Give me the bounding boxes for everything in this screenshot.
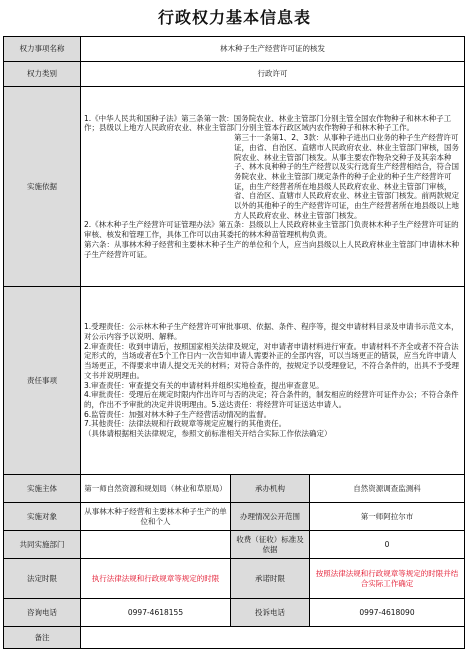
complaint-phone-label: 投诉电话: [231, 599, 310, 627]
row-basis: [4, 87, 465, 287]
responsibility-paragraph: 3.审查责任：审查提交有关的申请材料并组织实地检查，提出审查意见。: [84, 380, 324, 390]
agency-label: 承办机构: [231, 475, 310, 503]
joint-dept-value: [81, 531, 231, 559]
power-name-value: 林木种子生产经营许可证的核发: [81, 37, 465, 62]
fee-standard-value: 0: [310, 531, 465, 559]
row-category: [4, 62, 465, 87]
responsibility-paragraph: （具体请根据相关法律规定，参照文前标准相关开结合实际工作依法确定）: [84, 429, 332, 439]
row-responsibility: [4, 287, 465, 475]
legal-deadline-label: 法定时限: [4, 559, 81, 599]
row-target: [4, 503, 465, 531]
responsibility-paragraph: 2.审查责任：收到申请后，按照国家相关法律及规定，对申请者申请材料进行审查。申请材料不齐全或者不符合法定形式的，当场或者在5个工作日内一次告知申请人需要补正的全部内容，可以当场更正的错误，应当允许申请人当场更正，不得要求申请人提交无关的材料；对符合条件的，按规定予以受理登记，不符合条件的，出具不予受理文书并说明理由。: [84, 341, 459, 380]
target-label: 实施对象: [4, 503, 81, 531]
fee-standard-label: 收费（征收）标准及依据: [231, 531, 310, 559]
category-label: 权力类别: [4, 62, 81, 87]
basis-paragraph: 第六条：从事林木种子经营和主要林木种子生产的单位和个人，应当向县级以上人民政府林业主管部门申请林木种子生产经营许可证。: [84, 239, 459, 259]
page-title: 行政权力基本信息表: [157, 8, 311, 27]
remark-label: 备注: [4, 627, 81, 649]
row-subject: [4, 475, 465, 503]
responsibility-paragraph: 4.审批责任：受理后在规定时限内作出许可与否的决定；符合条件的，制发相应的经营许可证件办公；不符合条件的，作出不予审批的决定并说明理由。5.送达责任：将经营许可证送达申请人。: [84, 390, 459, 409]
basis-content: [81, 87, 465, 287]
row-deadline: [4, 559, 465, 599]
responsibility-content: [81, 287, 465, 475]
responsibility-paragraph: 1.受理责任：公示林木种子生产经营许可审批事项、依据、条件、程序等，提交申请材料目录及申请书示范文本，对公示内容予以说明、解释。: [84, 322, 459, 341]
consult-phone-value: 0997-4618155: [81, 599, 231, 627]
consult-phone-label: 咨询电话: [4, 599, 81, 627]
basis-paragraph: 第三十一条第1、2、3款：从事种子进出口业务的种子生产经营许可证，由省、自治区、直辖市人民政府农业、林业主管部门审核，国务院农业、林业主管部门核发。从事主要农作物杂交种子及其亲本种子、林木良种种子的生产经营以及实行选育生产经营相结合，符合国务院农业、林业主管部门规定条件的种子企业的种子生产经营许可证，由生产经营者所在地县级人民政府农业、林业主管部门审核，省、自治区、直辖市人民政府农业、林业主管部门核发。前两款规定以外的其他种子的生产经营许可证，由生产经营者所在地县级以上地方人民政府农业、林业主管部门核发。: [234, 133, 459, 220]
responsibility-paragraph: 7.其他责任：法律法规和行政规章等规定应履行的其他责任。: [84, 419, 287, 429]
joint-dept-label: 共同实施部门: [4, 531, 81, 559]
row-power-name: [4, 37, 465, 62]
responsibility-paragraph: 6.监管责任：加强对林木种子生产经营活动情况的监督。: [84, 409, 272, 419]
row-joint: [4, 531, 465, 559]
agency-value: 自然资源调查监测科: [310, 475, 465, 503]
basis-label: 实施依据: [4, 87, 81, 287]
disclosure-scope-value: 第一师阿拉尔市: [310, 503, 465, 531]
info-table: [3, 36, 465, 649]
row-phone: [4, 599, 465, 627]
basis-paragraph: 2.《林木种子生产经营许可证管理办法》第五条：县级以上人民政府林业主管部门负责林木种子生产经营许可证的审核、核发和管理工作，具体工作可以由其委托的林木种苗管理机构负责。: [84, 220, 459, 240]
subject-value: 第一师自然资源和规划局（林业和草原局）: [81, 475, 231, 503]
power-name-label: 权力事项名称: [4, 37, 81, 62]
target-value: 从事林木种子经营和主要林木种子生产的单位和个人: [81, 503, 231, 531]
promised-deadline-value: 按照法律法规和行政规章等规定的时限并结合实际工作确定: [310, 559, 465, 599]
remark-value: [81, 627, 465, 649]
promised-deadline-label: 承诺时限: [231, 559, 310, 599]
category-value: 行政许可: [81, 62, 465, 87]
basis-paragraph: 1.《中华人民共和国种子法》第三条第一款：国务院农业、林业主管部门分别主管全国农作物种子和林木种子工作；县级以上地方人民政府农业、林业主管部门分别主管本行政区域内农作物种子和林木种子工作。: [84, 113, 452, 133]
complaint-phone-value: 0997-4618090: [310, 599, 465, 627]
disclosure-scope-label: 办理情况公开范围: [231, 503, 310, 531]
subject-label: 实施主体: [4, 475, 81, 503]
legal-deadline-value: 执行法律法规和行政规章等规定的时限: [81, 559, 231, 599]
row-remark: [4, 627, 465, 649]
responsibility-label: 责任事项: [4, 287, 81, 475]
